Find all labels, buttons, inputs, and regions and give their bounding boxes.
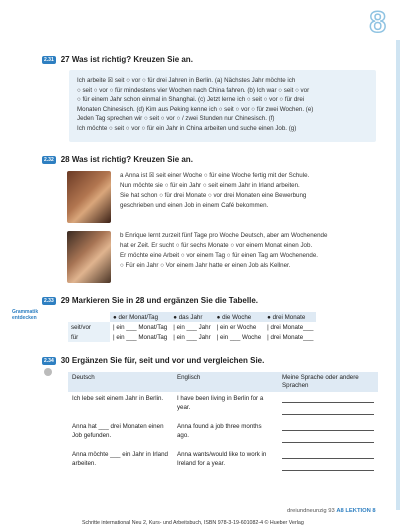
answer-lines[interactable] bbox=[278, 420, 378, 448]
fill-in-cell[interactable]: | ein ___ Monat/Tag bbox=[113, 333, 168, 341]
col-header-deutsch: Deutsch bbox=[68, 372, 173, 392]
cd-icon bbox=[44, 368, 52, 376]
exercise-27-title: 27 Was ist richtig? Kreuzen Sie an. bbox=[60, 55, 193, 64]
copyright-line: Schritte international Neu 2, Kurs- und Arbeitsbuch, ISBN 978-3-19-601082-4 © Hueber Verlag bbox=[82, 520, 304, 526]
fill-in-cell[interactable]: | ein ___ Jahr bbox=[173, 323, 211, 331]
ex28b-line: b Enrique lernt zurzeit fünf Tage pro Woche Deutsch, aber am Wochenende bbox=[120, 232, 328, 239]
lesson-label: A8 LEKTION 8 bbox=[336, 508, 376, 514]
comparison-table bbox=[68, 372, 378, 476]
ex27-line: ○ für einem Jahr schon einmal in Shanghai. (c) Jetzt lerne ich ○ seit ○ vor ○ für drei bbox=[77, 96, 305, 104]
right-edge-bar bbox=[396, 40, 400, 510]
audio-badge: 2.32 bbox=[44, 156, 54, 163]
exercise-27-heading bbox=[42, 55, 193, 64]
ex27-line: Jeden Tag sprechen wir ○ seit ○ vor ○ / zwei Stunden nur Chinesisch. (f) bbox=[77, 115, 275, 123]
ex28a-line: Nun möchte sie ○ für ein Jahr ○ seit einem Jahr in Irland arbeiten. bbox=[120, 182, 300, 189]
exercise-30-title: 30 Ergänzen Sie für, seit und vor und vergleichen Sie. bbox=[60, 356, 265, 365]
exercise-30-heading bbox=[42, 356, 264, 365]
exercise-27-text bbox=[69, 70, 376, 142]
fill-in-cell[interactable]: | drei Monate___ bbox=[267, 323, 314, 331]
ex27-line: ○ seit ○ vor ○ für mindestens vier Wochen nach China fahren. (b) Ich war ○ seit ○ vor bbox=[77, 86, 310, 94]
ex28b-line: ○ Für ein Jahr ○ Vor einem Jahr hatte er einen Job als Kellner. bbox=[120, 262, 291, 269]
ex28a-line: geschrieben und einen Job in einem Café bekommen. bbox=[120, 202, 269, 209]
answer-lines[interactable] bbox=[278, 448, 378, 476]
audio-badge: 2.31 bbox=[44, 56, 54, 63]
audio-badge: 2.33 bbox=[44, 297, 54, 304]
grammar-discover-label: Grammatik entdecken bbox=[12, 309, 39, 321]
table-header-cell: ● die Woche bbox=[214, 312, 265, 322]
german-sentence: Anna hat ___ drei Monaten einen Job gefunden. bbox=[72, 423, 164, 439]
exercise-29-heading bbox=[42, 296, 258, 305]
table-header-cell bbox=[68, 312, 110, 322]
ex28a-line: a Anna ist ☒ seit einer Woche ○ für eine Woche fertig mit der Schule. bbox=[120, 172, 310, 179]
audio-badge: 2.34 bbox=[44, 357, 54, 364]
exercise-28a-text bbox=[120, 171, 380, 211]
english-sentence: Anna wants/would like to work in Ireland for a year. bbox=[176, 451, 267, 467]
lesson-number: 8 bbox=[369, 6, 386, 39]
table-header-cell: ● das Jahr bbox=[170, 312, 213, 322]
ex27-line: Ich arbeite ☒ seit ○ vor ○ für drei Jahren in Berlin. (a) Nächstes Jahr möchte ich bbox=[77, 77, 296, 84]
german-sentence: Anna möchte ___ ein Jahr in Irland arbeiten. bbox=[72, 451, 168, 467]
top-band bbox=[0, 0, 400, 38]
ex28b-line: Er möchte eine Arbeit ○ vor einem Tag ○ für einen Tag am Wochenende. bbox=[120, 252, 319, 259]
fill-in-cell[interactable]: | ein ___ Woche bbox=[216, 333, 262, 341]
fill-in-cell[interactable]: | ein ___ Jahr bbox=[173, 333, 211, 341]
row-label: für bbox=[68, 332, 110, 342]
photo-enrique bbox=[67, 231, 111, 283]
english-sentence: Anna found a job three months ago. bbox=[176, 423, 262, 439]
fill-in-cell[interactable]: | drei Monate___ bbox=[267, 333, 314, 341]
ex28b-line: hat er Zeit. Er sucht ○ für sechs Monate ○ vor einem Monat einen Job. bbox=[120, 242, 313, 249]
fill-in-cell[interactable]: | ein er Woche bbox=[216, 323, 257, 331]
col-header-englisch: Englisch bbox=[173, 372, 278, 392]
row-label: seit/vor bbox=[68, 322, 110, 332]
page-number: dreiundneunzig 93 bbox=[287, 508, 335, 514]
english-sentence: I have been living in Berlin for a year. bbox=[176, 395, 264, 411]
exercise-28b-text bbox=[120, 231, 380, 271]
exercise-28-title: 28 Was ist richtig? Kreuzen Sie an. bbox=[60, 155, 193, 164]
fill-in-cell[interactable]: | ein ___ Monat/Tag bbox=[113, 323, 168, 331]
table-header-cell: ● drei Monate bbox=[264, 312, 316, 322]
ex27-line: Ich möchte ○ seit ○ vor ○ für ein Jahr in China arbeiten und suche einen Job. (g) bbox=[77, 124, 297, 132]
ex28a-line: Sie hat schon ○ für drei Monate ○ vor drei Monaten eine Bewerbung bbox=[120, 192, 307, 199]
exercise-29-title: 29 Markieren Sie in 28 und ergänzen Sie die Tabelle. bbox=[60, 296, 258, 305]
page-footer bbox=[287, 508, 376, 514]
german-sentence: Ich lebe seit einem Jahr in Berlin. bbox=[72, 395, 164, 402]
answer-lines[interactable] bbox=[278, 392, 378, 420]
grammar-table bbox=[68, 312, 316, 342]
table-header-cell: ● der Monat/Tag bbox=[110, 312, 170, 322]
exercise-28-heading bbox=[42, 155, 193, 164]
photo-anna bbox=[67, 171, 111, 223]
col-header-meine-sprache: Meine Sprache oder andere Sprachen bbox=[278, 372, 378, 392]
ex27-line: Monaten Chinesisch. (d) Kim aus Peking kenne ich ○ seit ○ vor ○ für zwei Wochen. (e) bbox=[77, 105, 314, 113]
